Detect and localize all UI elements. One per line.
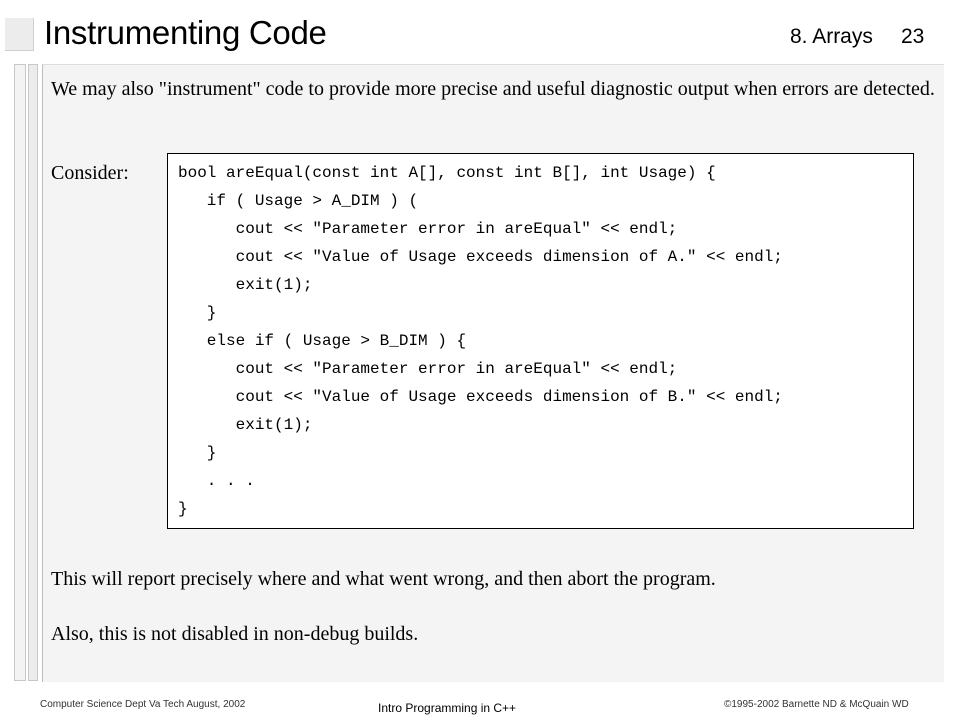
consider-label: Consider: <box>51 162 129 184</box>
section-label: 8. Arrays <box>790 25 873 48</box>
slide-title: Instrumenting Code <box>44 14 327 51</box>
footer-center: Intro Programming in C++ <box>378 701 517 715</box>
intro-paragraph: We may also "instrument" code to provide more precise and useful diagnostic output when errors are detected. <box>51 78 935 100</box>
code-line: cout << "Value of Usage exceeds dimension of B." << endl; <box>178 388 783 406</box>
footer-left: Computer Science Dept Va Tech August, 2002 <box>40 699 246 710</box>
page-number: 23 <box>901 25 925 48</box>
code-line: exit(1); <box>178 276 313 294</box>
code-line: cout << "Parameter error in areEqual" << endl; <box>178 220 678 238</box>
code-line: bool areEqual(const int A[], const int B[], int Usage) { <box>178 164 716 182</box>
left-margin-bar-inner <box>28 64 38 681</box>
note-paragraph: Also, this is not disabled in non-debug builds. <box>51 623 419 645</box>
content-panel <box>42 64 944 682</box>
code-line: . . . <box>178 472 255 490</box>
code-line: } <box>178 304 217 322</box>
code-listing <box>167 153 914 529</box>
code-line: cout << "Value of Usage exceeds dimension of A." << endl; <box>178 248 783 266</box>
footer-right: ©1995-2002 Barnette ND & McQuain WD <box>724 699 909 710</box>
corner-decoration <box>5 18 34 51</box>
code-line: if ( Usage > A_DIM ) ( <box>178 192 419 210</box>
code-line: cout << "Parameter error in areEqual" << endl; <box>178 360 678 378</box>
left-margin-bar <box>14 64 26 681</box>
code-line: } <box>178 444 217 462</box>
code-line: else if ( Usage > B_DIM ) { <box>178 332 467 350</box>
code-line: } <box>178 500 188 518</box>
code-line: exit(1); <box>178 416 313 434</box>
summary-paragraph: This will report precisely where and what went wrong, and then abort the program. <box>51 568 716 590</box>
